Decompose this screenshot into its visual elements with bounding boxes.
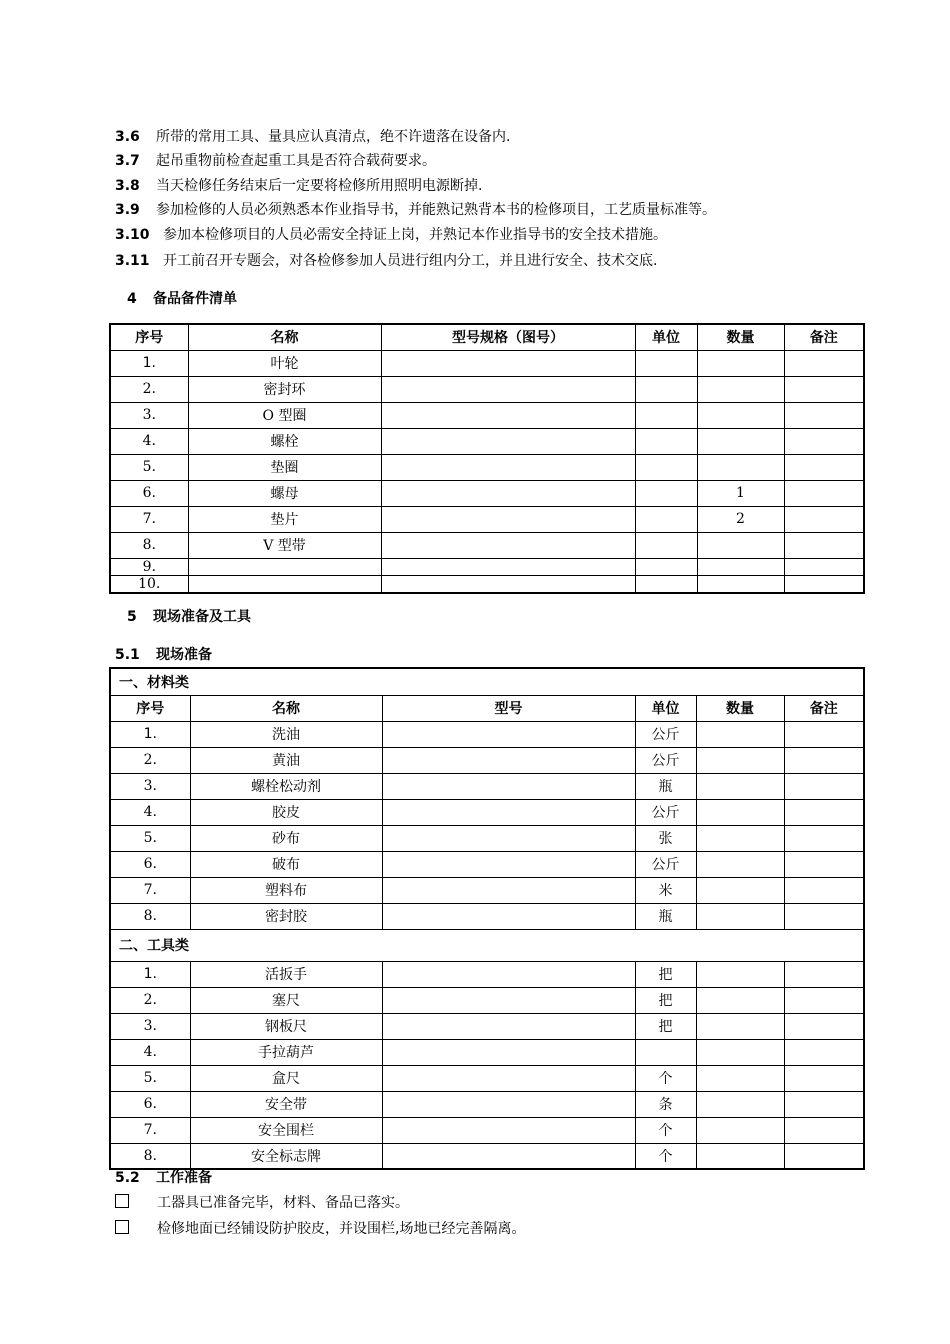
cell-model	[381, 575, 635, 593]
table-row	[110, 961, 864, 987]
materials-label: 一、材料类	[110, 668, 864, 695]
section-3-item	[115, 176, 482, 196]
cell-quantity	[696, 747, 784, 773]
cell-unit: 米	[635, 877, 696, 903]
section-title: 现场准备及工具	[153, 609, 251, 625]
cell-remark	[784, 961, 864, 987]
cell-unit	[635, 402, 697, 428]
cell-name: 胶皮	[190, 799, 382, 825]
cell-unit: 公斤	[635, 799, 696, 825]
table-row	[110, 558, 864, 575]
cell-quantity	[697, 350, 784, 376]
cell-unit: 个	[635, 1065, 696, 1091]
cell-unit: 条	[635, 1091, 696, 1117]
cell-remark	[784, 506, 864, 532]
cell-unit: 瓶	[635, 773, 696, 799]
cell-unit: 公斤	[635, 747, 696, 773]
cell-quantity	[697, 428, 784, 454]
section-4-heading	[127, 289, 237, 309]
cell-quantity	[696, 1143, 784, 1169]
tools-label: 二、工具类	[110, 929, 864, 961]
cell-index: 3.	[110, 1013, 190, 1039]
cell-unit	[635, 480, 697, 506]
cell-model	[382, 1013, 635, 1039]
cell-remark	[784, 1091, 864, 1117]
table-row	[110, 851, 864, 877]
table-row	[110, 402, 864, 428]
cell-model	[382, 747, 635, 773]
cell-model	[382, 799, 635, 825]
cell-model	[382, 1065, 635, 1091]
cell-name: 密封环	[188, 376, 381, 402]
header-unit: 单位	[635, 695, 696, 721]
cell-index: 2.	[110, 987, 190, 1013]
cell-name: 盒尺	[190, 1065, 382, 1091]
table-row	[110, 454, 864, 480]
cell-quantity	[696, 1013, 784, 1039]
checkbox-icon[interactable]	[115, 1220, 129, 1234]
cell-model	[381, 558, 635, 575]
cell-quantity	[696, 987, 784, 1013]
item-number: 3.6	[115, 129, 140, 145]
cell-quantity	[697, 558, 784, 575]
cell-unit: 张	[635, 825, 696, 851]
cell-unit	[635, 350, 697, 376]
cell-remark	[784, 1143, 864, 1169]
cell-name: 安全围栏	[190, 1117, 382, 1143]
item-number: 3.8	[115, 178, 140, 194]
cell-index: 4.	[110, 799, 190, 825]
cell-model	[381, 506, 635, 532]
table-row	[110, 773, 864, 799]
item-text: 当天检修任务结束后一定要将检修所用照明电源断掉.	[156, 178, 483, 194]
cell-index: 8.	[110, 903, 190, 929]
cell-index: 4.	[110, 428, 188, 454]
cell-index: 8.	[110, 532, 188, 558]
header-model: 型号	[382, 695, 635, 721]
cell-model	[382, 1039, 635, 1065]
section-3-item	[115, 200, 716, 220]
table-row	[110, 350, 864, 376]
table-row	[110, 1065, 864, 1091]
spare-parts-table	[109, 323, 865, 594]
cell-unit	[635, 575, 697, 593]
checklist-text: 检修地面已经铺设防护胶皮，并设围栏,场地已经完善隔离。	[157, 1221, 526, 1237]
subsection-number: 5.1	[115, 647, 140, 663]
cell-model	[382, 1143, 635, 1169]
section-3-item	[115, 225, 667, 245]
cell-quantity	[697, 376, 784, 402]
cell-model	[382, 1117, 635, 1143]
item-number: 3.7	[115, 153, 140, 169]
header-name: 名称	[188, 324, 381, 350]
cell-quantity	[696, 877, 784, 903]
cell-name: 砂布	[190, 825, 382, 851]
table-header-row	[110, 695, 864, 721]
cell-model	[382, 851, 635, 877]
checkbox-icon[interactable]	[115, 1194, 129, 1208]
checklist-item	[115, 1219, 525, 1239]
cell-index: 5.	[110, 454, 188, 480]
cell-name: 螺栓松动剂	[190, 773, 382, 799]
cell-name: 安全标志牌	[190, 1143, 382, 1169]
cell-remark	[784, 825, 864, 851]
cell-remark	[784, 799, 864, 825]
cell-quantity	[697, 575, 784, 593]
cell-name: 钢板尺	[190, 1013, 382, 1039]
cell-index: 10.	[110, 575, 188, 593]
cell-name: 安全带	[190, 1091, 382, 1117]
cell-model	[381, 428, 635, 454]
subsection-5-1-heading	[115, 645, 212, 665]
cell-name: 活扳手	[190, 961, 382, 987]
cell-quantity: 2	[697, 506, 784, 532]
materials-section-row	[110, 668, 864, 695]
table-row	[110, 480, 864, 506]
table-row	[110, 376, 864, 402]
cell-index: 5.	[110, 1065, 190, 1091]
cell-index: 5.	[110, 825, 190, 851]
table-row	[110, 747, 864, 773]
cell-unit: 公斤	[635, 721, 696, 747]
cell-quantity: 1	[697, 480, 784, 506]
cell-name: 塑料布	[190, 877, 382, 903]
cell-quantity	[697, 454, 784, 480]
table-row	[110, 506, 864, 532]
cell-index: 6.	[110, 480, 188, 506]
table-row	[110, 1039, 864, 1065]
item-text: 起吊重物前检查起重工具是否符合载荷要求。	[156, 153, 436, 169]
section-5-heading	[127, 607, 251, 627]
cell-index: 2.	[110, 747, 190, 773]
cell-index: 1.	[110, 961, 190, 987]
cell-unit	[635, 506, 697, 532]
cell-remark	[784, 454, 864, 480]
item-text: 所带的常用工具、量具应认真清点，绝不许遗落在设备内.	[156, 129, 511, 145]
cell-index: 1.	[110, 350, 188, 376]
table-row	[110, 1091, 864, 1117]
item-number: 3.9	[115, 202, 140, 218]
header-remark: 备注	[784, 324, 864, 350]
cell-unit: 把	[635, 1013, 696, 1039]
item-text: 参加本检修项目的人员必需安全持证上岗，并熟记本作业指导书的安全技术措施。	[163, 227, 667, 243]
cell-index: 6.	[110, 851, 190, 877]
cell-quantity	[696, 851, 784, 877]
cell-name: 黄油	[190, 747, 382, 773]
cell-index: 2.	[110, 376, 188, 402]
item-number: 3.11	[115, 253, 150, 269]
table-row	[110, 428, 864, 454]
table-row	[110, 1013, 864, 1039]
cell-index: 7.	[110, 877, 190, 903]
cell-unit	[635, 532, 697, 558]
cell-model	[381, 350, 635, 376]
cell-index: 4.	[110, 1039, 190, 1065]
header-name: 名称	[190, 695, 382, 721]
section-number: 4	[127, 291, 137, 307]
cell-index: 8.	[110, 1143, 190, 1169]
cell-model	[382, 773, 635, 799]
cell-name: 密封胶	[190, 903, 382, 929]
cell-name: 破布	[190, 851, 382, 877]
cell-remark	[784, 851, 864, 877]
cell-model	[381, 454, 635, 480]
header-model: 型号规格（图号）	[381, 324, 635, 350]
cell-remark	[784, 402, 864, 428]
subsection-title: 现场准备	[156, 647, 212, 663]
cell-model	[381, 402, 635, 428]
cell-model	[382, 961, 635, 987]
cell-quantity	[696, 799, 784, 825]
table-header-row	[110, 324, 864, 350]
cell-model	[382, 721, 635, 747]
cell-index: 1.	[110, 721, 190, 747]
cell-unit	[635, 428, 697, 454]
cell-name	[188, 558, 381, 575]
cell-remark	[784, 428, 864, 454]
section-3-item	[115, 251, 657, 271]
cell-name: 垫圈	[188, 454, 381, 480]
cell-unit	[635, 558, 697, 575]
cell-name: 螺母	[188, 480, 381, 506]
table-row	[110, 575, 864, 593]
cell-index: 9.	[110, 558, 188, 575]
checklist-item	[115, 1193, 409, 1213]
section-title: 备品备件清单	[153, 291, 237, 307]
cell-model	[381, 532, 635, 558]
cell-model	[382, 1091, 635, 1117]
cell-model	[382, 825, 635, 851]
section-3-item	[115, 151, 436, 171]
header-unit: 单位	[635, 324, 697, 350]
header-index: 序号	[110, 695, 190, 721]
cell-remark	[784, 721, 864, 747]
cell-unit: 把	[635, 961, 696, 987]
item-text: 参加检修的人员必须熟悉本作业指导书，并能熟记熟背本书的检修项目，工艺质量标准等。	[156, 202, 716, 218]
cell-index: 7.	[110, 1117, 190, 1143]
cell-model	[382, 903, 635, 929]
cell-name: 洗油	[190, 721, 382, 747]
cell-index: 3.	[110, 402, 188, 428]
subsection-title: 工作准备	[156, 1170, 212, 1186]
cell-remark	[784, 575, 864, 593]
cell-index: 6.	[110, 1091, 190, 1117]
table-row	[110, 1117, 864, 1143]
cell-quantity	[696, 773, 784, 799]
cell-name	[188, 575, 381, 593]
checklist-text: 工器具已准备完毕，材料、备品已落实。	[157, 1195, 409, 1211]
cell-quantity	[696, 1117, 784, 1143]
cell-quantity	[696, 721, 784, 747]
cell-model	[381, 480, 635, 506]
tools-section-row	[110, 929, 864, 961]
cell-index: 3.	[110, 773, 190, 799]
header-index: 序号	[110, 324, 188, 350]
cell-name: 手拉葫芦	[190, 1039, 382, 1065]
cell-remark	[784, 987, 864, 1013]
cell-name: 叶轮	[188, 350, 381, 376]
cell-remark	[784, 1065, 864, 1091]
cell-unit	[635, 1039, 696, 1065]
table-row	[110, 721, 864, 747]
cell-unit	[635, 454, 697, 480]
table-row	[110, 903, 864, 929]
cell-name: 螺栓	[188, 428, 381, 454]
site-preparation-table	[109, 667, 865, 1170]
item-number: 3.10	[115, 227, 150, 243]
cell-remark	[784, 532, 864, 558]
cell-remark	[784, 1039, 864, 1065]
cell-remark	[784, 350, 864, 376]
cell-remark	[784, 376, 864, 402]
table-row	[110, 987, 864, 1013]
cell-remark	[784, 747, 864, 773]
cell-model	[381, 376, 635, 402]
cell-quantity	[696, 825, 784, 851]
section-number: 5	[127, 609, 137, 625]
cell-unit: 把	[635, 987, 696, 1013]
header-quantity: 数量	[697, 324, 784, 350]
cell-quantity	[696, 1091, 784, 1117]
cell-quantity	[696, 903, 784, 929]
cell-remark	[784, 1013, 864, 1039]
table-row	[110, 877, 864, 903]
cell-quantity	[696, 1065, 784, 1091]
subsection-number: 5.2	[115, 1170, 140, 1186]
cell-remark	[784, 773, 864, 799]
cell-unit: 瓶	[635, 903, 696, 929]
cell-unit: 个	[635, 1143, 696, 1169]
cell-name: O 型圈	[188, 402, 381, 428]
cell-remark	[784, 877, 864, 903]
table-row	[110, 532, 864, 558]
table-row	[110, 1143, 864, 1169]
cell-quantity	[697, 532, 784, 558]
cell-name: 塞尺	[190, 987, 382, 1013]
subsection-5-2-heading	[115, 1168, 212, 1188]
header-remark: 备注	[784, 695, 864, 721]
section-3-item	[115, 127, 510, 147]
table-row	[110, 825, 864, 851]
cell-remark	[784, 903, 864, 929]
cell-unit	[635, 376, 697, 402]
cell-model	[382, 877, 635, 903]
cell-remark	[784, 480, 864, 506]
header-quantity: 数量	[696, 695, 784, 721]
cell-quantity	[696, 1039, 784, 1065]
table-row	[110, 799, 864, 825]
cell-name: V 型带	[188, 532, 381, 558]
item-text: 开工前召开专题会，对各检修参加人员进行组内分工，并且进行安全、技术交底.	[163, 253, 658, 269]
cell-remark	[784, 558, 864, 575]
cell-unit: 公斤	[635, 851, 696, 877]
cell-quantity	[697, 402, 784, 428]
cell-index: 7.	[110, 506, 188, 532]
cell-quantity	[696, 961, 784, 987]
cell-name: 垫片	[188, 506, 381, 532]
cell-unit: 个	[635, 1117, 696, 1143]
cell-model	[382, 987, 635, 1013]
cell-remark	[784, 1117, 864, 1143]
